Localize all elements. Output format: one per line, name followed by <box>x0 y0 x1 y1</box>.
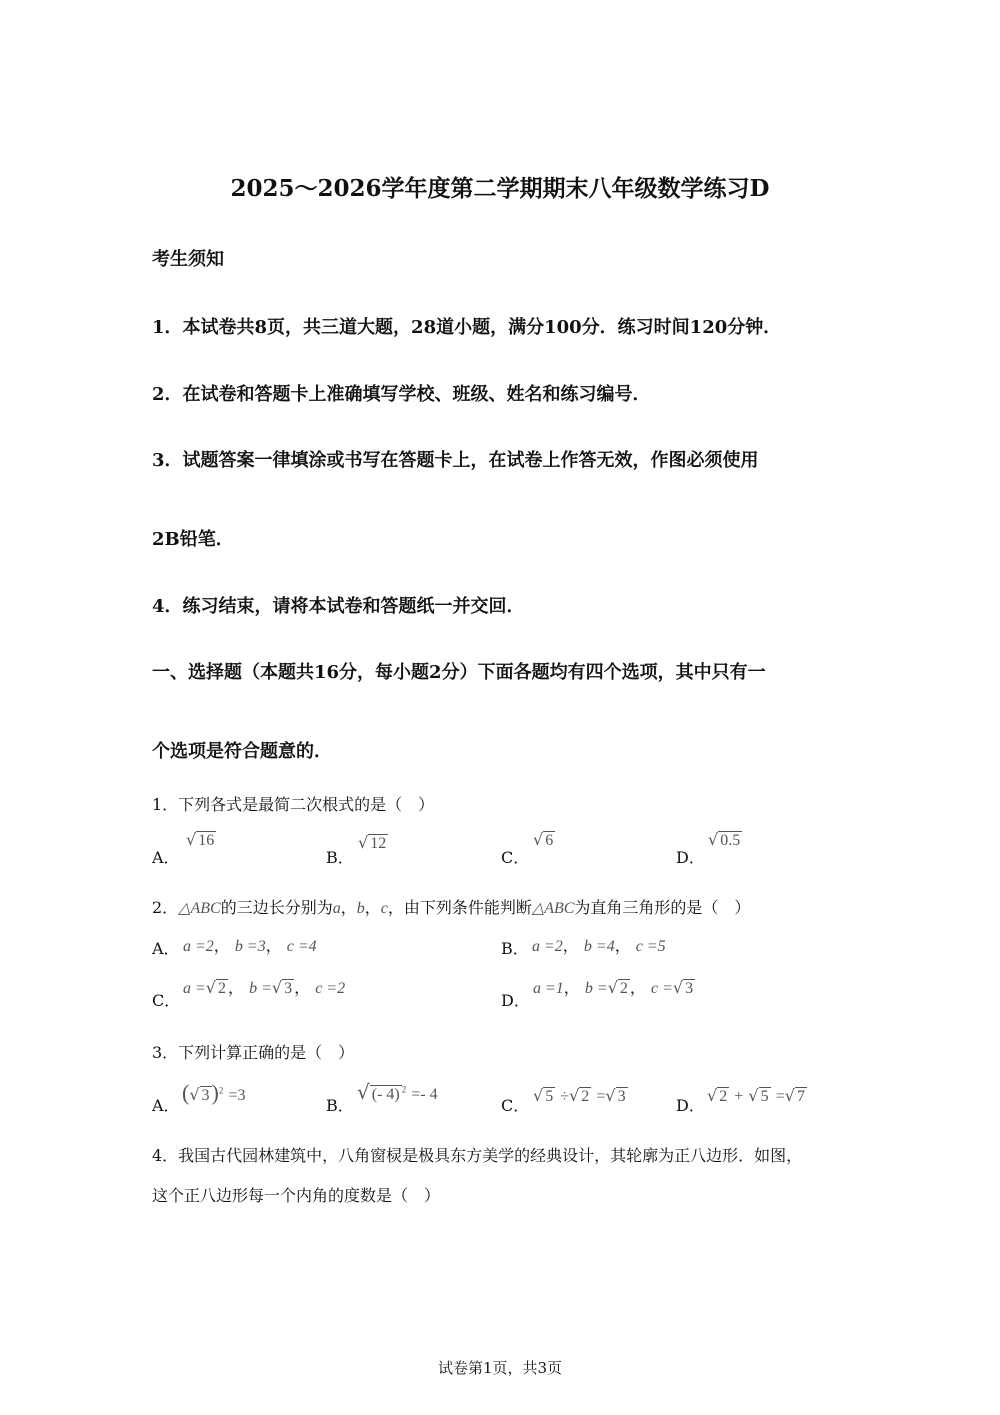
q2-option-c-math: a =√ 2 ， b =√ 3 ， c =2 <box>183 978 346 997</box>
q1-option-b-label: B． <box>326 848 354 867</box>
question-4-stem-cont: 这个正八边形每一个内角的度数是（ ） <box>152 1186 441 1205</box>
notice-item-3: 3．试题答案一律填涂或书写在答题卡上，在试卷上作答无效，作图必须使用 <box>152 450 759 471</box>
q1-option-c-label: C． <box>501 848 530 867</box>
q2-option-b-math: a =2， b =4， c =5 <box>532 936 666 955</box>
notice-item-1: 1．本试卷共8页，共三道大题，28道小题，满分100分．练习时间120分钟． <box>152 317 782 338</box>
q3-option-a-math: (√ 3)$^2$ =3 <box>182 1080 246 1105</box>
notice-item-4: 4．练习结束，请将本试卷和答题纸一并交回． <box>152 596 525 617</box>
page-footer: 试卷第1页，共3页 <box>437 1359 563 1377</box>
notice-item-3-cont: 2B铅笔． <box>152 529 234 550</box>
q1-option-d-math: √ 0.5 <box>708 830 741 849</box>
q1-option-a-label: A． <box>152 848 180 867</box>
q3-option-d-label: D． <box>676 1096 705 1115</box>
q2-option-b-label: B． <box>501 939 529 958</box>
q1-option-b-math: √ 12 <box>358 833 387 852</box>
q2-option-a-label: A． <box>152 939 180 958</box>
notice-item-2: 2．在试卷和答题卡上准确填写学校、班级、姓名和练习编号． <box>152 384 651 405</box>
q2-option-d-math: a =1， b =√ 2 ， c =√ 3 <box>533 978 694 997</box>
q3-option-b-math: √ (- 4) $^2$ =- 4 <box>357 1080 438 1104</box>
q1-option-c-math: √ 6 <box>533 830 554 849</box>
q3-option-d-math: √ 2 + √ 5 =√ 7 <box>707 1086 805 1105</box>
notice-heading: 考生须知 <box>152 249 224 270</box>
q3-option-a-label: A． <box>152 1096 180 1115</box>
q2-option-a-math: a =2， b =3， c =4 <box>183 936 317 955</box>
q1-option-a-math: √ 16 <box>186 830 215 849</box>
question-1-stem: 1．下列各式是最简二次根式的是（ ） <box>152 795 435 814</box>
q1-option-d-label: D． <box>676 848 705 867</box>
question-2-stem: 2．△ABC的三边长分别为a，b，c，由下列条件能判断△ABC为直角三角形的是（ ） <box>152 898 751 917</box>
q2-option-c-label: C． <box>152 991 181 1010</box>
q3-option-c-math: √ 5 ÷√ 2 =√ 3 <box>533 1086 626 1105</box>
section-heading: 一、选择题（本题共16分，每小题2分）下面各题均有四个选项，其中只有一 <box>152 662 766 683</box>
q3-option-c-label: C． <box>501 1096 530 1115</box>
section-heading-cont: 个选项是符合题意的． <box>152 741 332 762</box>
question-3-stem: 3．下列计算正确的是（ ） <box>152 1043 355 1062</box>
question-4-stem: 4．我国古代园林建筑中，八角窗棂是极具东方美学的经典设计，其轮廓为正八边形．如图， <box>152 1146 803 1165</box>
q2-option-d-label: D． <box>501 991 530 1010</box>
q3-option-b-label: B． <box>326 1096 354 1115</box>
page-title: 2025～2026学年度第二学期期末八年级数学练习D <box>230 175 770 202</box>
